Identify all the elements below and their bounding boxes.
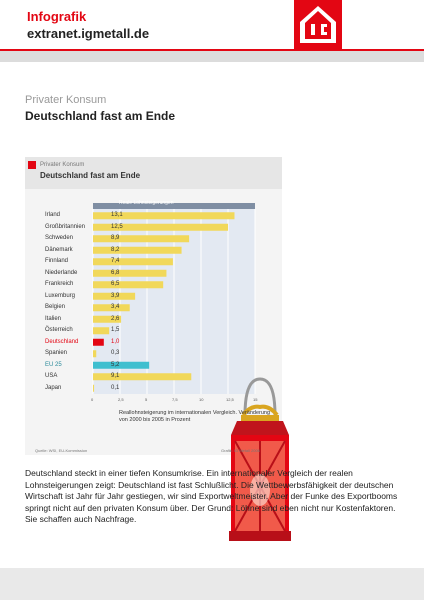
value-label: 2,6 (111, 315, 120, 322)
bar-usa (93, 373, 191, 380)
value-label: 12,5 (111, 223, 123, 230)
chart-credit: Grafik: IG Metall 2006 (221, 448, 260, 453)
value-label: 5,2 (111, 361, 120, 368)
chart-caption: Reallohnsteigerung im internationalen Vergleich. Veränderung von 2000 bis 2005 in Prozent (119, 410, 271, 423)
chart-title: Deutschland fast am Ende (40, 171, 141, 180)
x-tick-label: 2,5 (118, 397, 124, 402)
country-label: Großbritannien (45, 223, 86, 230)
value-label: 1,0 (111, 338, 120, 345)
value-label: 13,1 (111, 212, 123, 218)
value-label: 1,5 (111, 327, 120, 333)
x-tick-label: 12,5 (226, 397, 234, 402)
country-label: Frankreich (45, 281, 74, 287)
country-label: USA (45, 373, 58, 379)
bar-niederlande (93, 270, 166, 277)
header-site[interactable]: extranet.igmetall.de (27, 26, 150, 41)
country-label: Italien (45, 315, 62, 322)
header-grey-band (0, 51, 424, 62)
top-header (0, 0, 424, 62)
country-label: Dänemark (45, 246, 73, 253)
value-label: 3,4 (111, 304, 120, 310)
value-label: 6,5 (111, 281, 120, 287)
country-label: Österreich (45, 327, 73, 333)
bar-eu-25 (93, 362, 149, 369)
country-label: Japan (45, 384, 62, 391)
value-label: 7,4 (111, 258, 120, 264)
country-label: Luxemburg (45, 292, 76, 299)
bar-schweden (93, 235, 189, 242)
bar-d-nemark (93, 247, 182, 254)
header-kicker: Infografik (27, 9, 87, 24)
infographic (25, 157, 282, 455)
x-tick-label: 0 (91, 397, 94, 402)
value-label: 0,3 (111, 350, 120, 356)
article-kicker: Privater Konsum (25, 94, 107, 106)
bar-frankreich (93, 281, 163, 288)
country-label: Irland (45, 212, 61, 218)
country-label: Deutschland (45, 338, 79, 345)
x-tick-label: 5 (145, 397, 148, 402)
bar-deutschland (93, 339, 104, 346)
bar-spanien (93, 350, 96, 357)
value-label: 0,1 (111, 384, 120, 391)
series-header: Reale Lohnsteigerungen (119, 200, 174, 206)
article-headline: Deutschland fast am Ende (25, 109, 176, 123)
country-label: Belgien (45, 304, 66, 310)
country-label: Finnland (45, 258, 69, 264)
x-tick-label: 15 (253, 397, 258, 402)
bar-finnland (93, 258, 173, 265)
article-body: Deutschland steckt in einer tiefen Konsumkrise. Ein internationaler Vergleich der realen Lohnsteigerungen zeigt: Deutschland ist fast Schlußlicht. Die Wettbewerbsfähigkeit der deutschen Wirtschaft ist Jahr für Jahr gestiegen, wir sind Exportweltmeister. Aber der Funke des Exportbooms springt nicht auf den privaten Konsum über. Der Grund: Löhne sind eben nicht nur Kostenfaktoren. Sie schaffen auch Nachfrage. (25, 468, 398, 525)
chart-kicker: Privater Konsum (40, 162, 85, 168)
country-label: Spanien (45, 350, 68, 356)
value-label: 9,1 (111, 373, 120, 379)
value-label: 8,2 (111, 246, 120, 253)
country-label: Niederlande (45, 269, 78, 276)
bar--sterreich (93, 327, 109, 334)
value-label: 8,9 (111, 235, 120, 241)
x-tick-label: 10 (199, 397, 204, 402)
ig-metall-logo (294, 0, 342, 62)
value-label: 3,9 (111, 292, 120, 299)
footer-bar (0, 568, 424, 600)
country-label: EU 25 (45, 361, 62, 368)
chart-source: Quelle: WSI, EU-Kommission (35, 448, 88, 453)
value-label: 6,8 (111, 269, 120, 276)
bar-japan (93, 385, 94, 392)
country-label: Schweden (45, 235, 74, 241)
x-tick-label: 7,5 (172, 397, 178, 402)
